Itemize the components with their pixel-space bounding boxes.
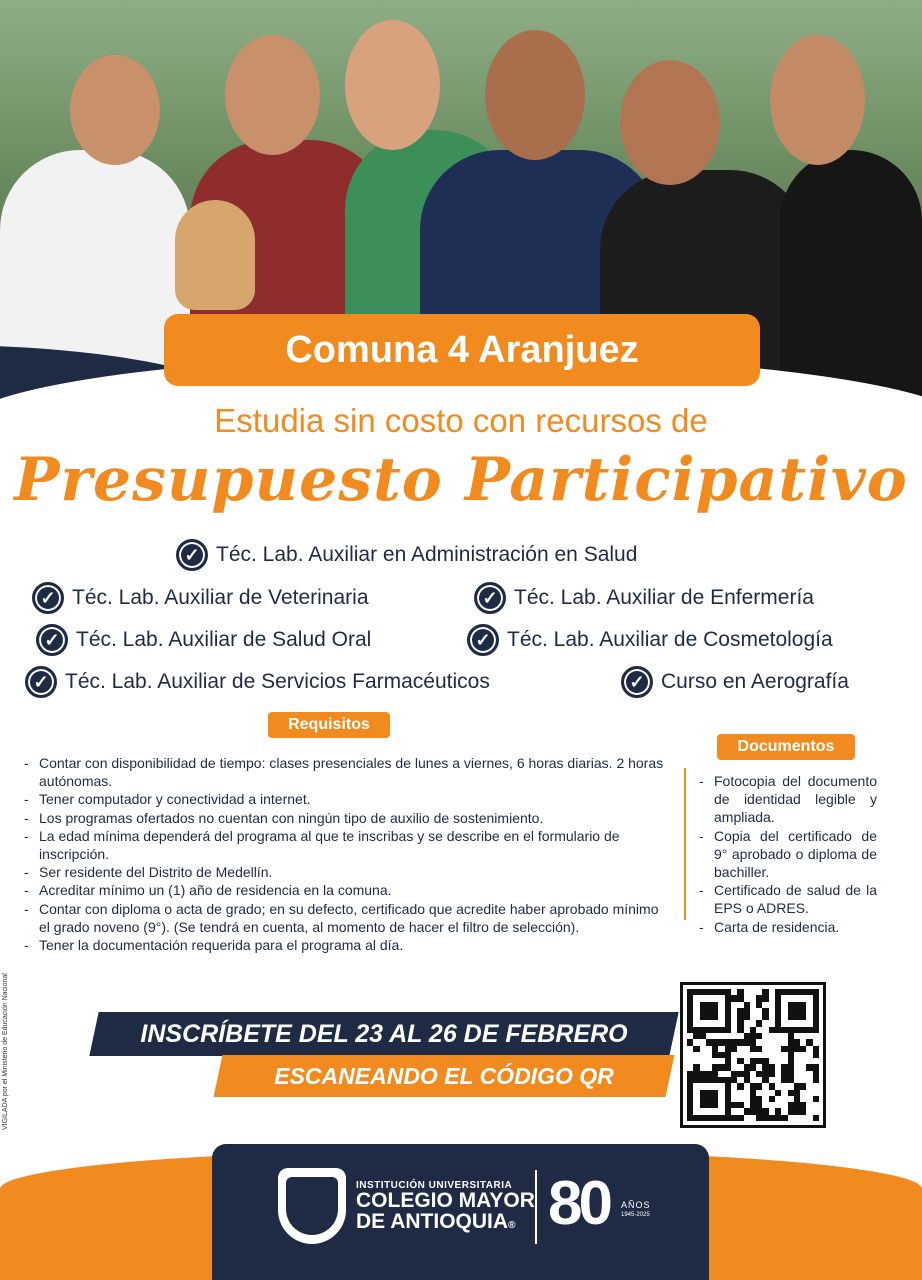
check-icon: ✓	[36, 624, 68, 656]
cta-line1: INSCRÍBETE DEL 23 AL 26 DE FEBRERO	[140, 1019, 628, 1048]
institution-line1: INSTITUCIÓN UNIVERSITARIA	[356, 1180, 513, 1191]
dog-image	[175, 200, 255, 310]
list-item: - Carta de residencia.	[699, 918, 877, 936]
documents-list	[699, 772, 877, 936]
list-item: - Los programas ofertados no cuentan con ningún tipo de auxilio de sostenimiento.	[24, 809, 672, 827]
footer-separator	[535, 1170, 537, 1244]
student-head	[620, 60, 720, 185]
student-head	[70, 55, 160, 165]
anniversary-logo: 80	[548, 1169, 609, 1238]
program-label: Curso en Aerografía	[661, 670, 849, 693]
institution-line2: COLEGIO MAYOR	[356, 1189, 535, 1212]
institution-name	[356, 1180, 535, 1237]
divider	[684, 768, 686, 920]
list-item: - Certificado de salud de la EPS o ADRES.	[699, 881, 877, 917]
script-title: Presupuesto Participativo	[14, 445, 908, 515]
program-item	[621, 666, 849, 698]
program-label: Téc. Lab. Auxiliar en Administración en Salud	[216, 543, 638, 566]
list-item: - Copia del certificado de 9° aprobado o diploma de bachiller.	[699, 827, 877, 882]
program-item	[25, 666, 490, 698]
student-head	[345, 20, 440, 150]
student-head	[485, 30, 585, 160]
check-icon: ✓	[176, 539, 208, 571]
check-icon: ✓	[25, 666, 57, 698]
list-item: - Tener computador y conectividad a internet.	[24, 790, 672, 808]
student-head	[770, 35, 865, 165]
check-icon: ✓	[32, 582, 64, 614]
cta-line2: ESCANEANDO EL CÓDIGO QR	[274, 1062, 614, 1089]
requirements-list	[24, 754, 672, 954]
headline: Estudia sin costo con recursos de	[214, 402, 708, 439]
page-title: Comuna 4 Aranjuez	[285, 328, 639, 371]
requirements-label: Requisitos	[268, 712, 390, 738]
program-label: Téc. Lab. Auxiliar de Enfermería	[514, 586, 814, 609]
vigilada-label: VIGILADA por el Ministerio de Educación Nacional	[2, 973, 9, 1130]
program-item	[474, 582, 814, 614]
documents-label: Documentos	[717, 734, 855, 760]
anniversary-years: 1945-2025	[621, 1212, 650, 1218]
list-item: - Fotocopia del documento de identidad legible y ampliada.	[699, 772, 877, 827]
program-item	[36, 624, 371, 656]
program-label: Téc. Lab. Auxiliar de Veterinaria	[72, 586, 369, 609]
shield-logo-icon	[278, 1168, 346, 1244]
student-head	[225, 35, 320, 155]
program-label: Téc. Lab. Auxiliar de Servicios Farmacéuticos	[65, 670, 490, 693]
list-item: - Contar con disponibilidad de tiempo: clases presenciales de lunes a viernes, 6 horas diarias. 2 horas autónomas.	[24, 754, 672, 790]
list-item: - Acreditar mínimo un (1) año de residencia en la comuna.	[24, 881, 672, 899]
check-icon: ✓	[474, 582, 506, 614]
title-banner	[164, 314, 760, 386]
program-item	[176, 539, 637, 571]
institution-line3: DE ANTIOQUIA®	[356, 1210, 516, 1233]
check-icon: ✓	[621, 666, 653, 698]
program-item	[32, 582, 369, 614]
list-item: - Contar con diploma o acta de grado; en su defecto, certificado que acredite haber aprobado mínimo el grado noveno (9°). (Se tendrá en cuenta, al momento de hacer el filtro de selección).	[24, 900, 672, 936]
list-item: - Ser residente del Distrito de Medellín.	[24, 863, 672, 881]
check-icon: ✓	[467, 624, 499, 656]
program-label: Téc. Lab. Auxiliar de Cosmetología	[507, 628, 833, 651]
qr-code[interactable]	[680, 982, 826, 1128]
program-item	[467, 624, 833, 656]
student-figure	[780, 150, 922, 400]
program-label: Téc. Lab. Auxiliar de Salud Oral	[76, 628, 372, 651]
list-item: - La edad mínima dependerá del programa al que te inscribas y se describe en el formulario de inscripción.	[24, 827, 672, 863]
anniversary-anos: AÑOS	[621, 1200, 651, 1210]
list-item: - Tener la documentación requerida para el programa al día.	[24, 936, 672, 954]
